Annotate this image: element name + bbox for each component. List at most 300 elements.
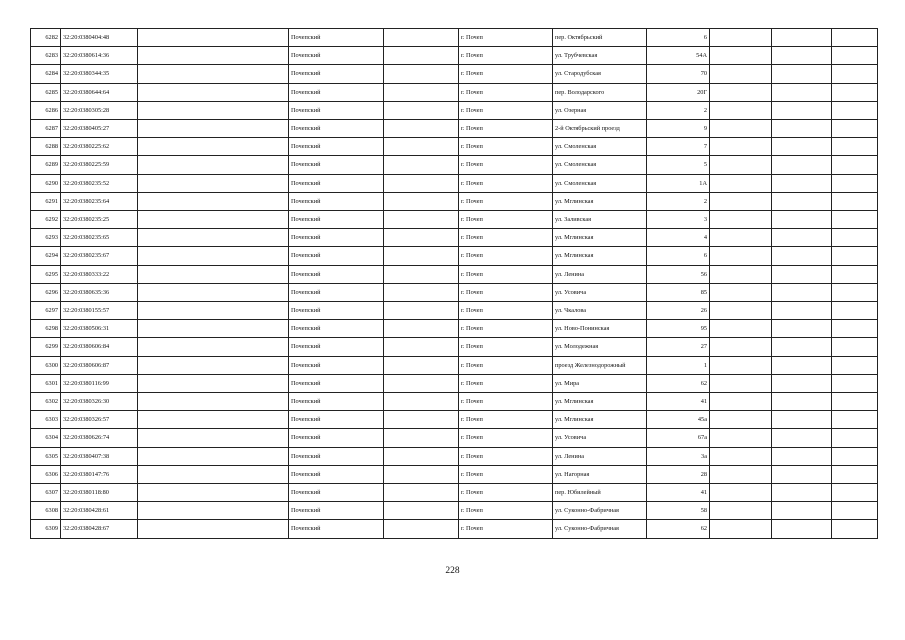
- city-cell: г. Почеп: [459, 429, 553, 447]
- empty-cell: [832, 411, 878, 429]
- table-row: [31, 338, 878, 356]
- row-number-cell: 6307: [31, 484, 61, 502]
- table-row: [31, 320, 878, 338]
- empty-cell: [832, 465, 878, 483]
- city-cell: г. Почеп: [459, 320, 553, 338]
- empty-cell: [832, 302, 878, 320]
- row-number-cell: 6285: [31, 83, 61, 101]
- cadastral-number-cell: 32:20:0380405:27: [61, 120, 138, 138]
- table-row: [31, 47, 878, 65]
- empty-cell: [384, 47, 459, 65]
- cadastral-number-cell: 32:20:0380326:30: [61, 393, 138, 411]
- empty-cell: [710, 447, 772, 465]
- empty-cell: [710, 101, 772, 119]
- empty-cell: [772, 211, 832, 229]
- house-number-cell: 28: [647, 465, 710, 483]
- empty-cell: [138, 47, 289, 65]
- street-cell: ул. Усовича: [553, 429, 647, 447]
- empty-cell: [138, 520, 289, 538]
- cadastral-number-cell: 32:20:0380344:35: [61, 65, 138, 83]
- city-cell: г. Почеп: [459, 302, 553, 320]
- table-row: [31, 29, 878, 47]
- table-row: [31, 229, 878, 247]
- house-number-cell: 20Г: [647, 83, 710, 101]
- cadastral-number-cell: 32:20:0380644:64: [61, 83, 138, 101]
- row-number-cell: 6292: [31, 211, 61, 229]
- empty-cell: [710, 374, 772, 392]
- row-number-cell: 6304: [31, 429, 61, 447]
- street-cell: ул. Трубчевская: [553, 47, 647, 65]
- city-cell: г. Почеп: [459, 356, 553, 374]
- city-cell: г. Почеп: [459, 138, 553, 156]
- empty-cell: [384, 156, 459, 174]
- house-number-cell: 9: [647, 120, 710, 138]
- street-cell: ул. Заливская: [553, 211, 647, 229]
- empty-cell: [772, 429, 832, 447]
- empty-cell: [138, 29, 289, 47]
- empty-cell: [384, 192, 459, 210]
- empty-cell: [384, 265, 459, 283]
- district-cell: Почепский: [289, 211, 384, 229]
- street-cell: ул. Нагорная: [553, 465, 647, 483]
- table-row: [31, 120, 878, 138]
- street-cell: ул. Озерная: [553, 101, 647, 119]
- empty-cell: [832, 65, 878, 83]
- empty-cell: [772, 283, 832, 301]
- empty-cell: [384, 29, 459, 47]
- empty-cell: [832, 447, 878, 465]
- empty-cell: [710, 320, 772, 338]
- empty-cell: [772, 502, 832, 520]
- house-number-cell: 54А: [647, 47, 710, 65]
- empty-cell: [710, 502, 772, 520]
- empty-cell: [138, 320, 289, 338]
- row-number-cell: 6305: [31, 447, 61, 465]
- row-number-cell: 6301: [31, 374, 61, 392]
- row-number-cell: 6309: [31, 520, 61, 538]
- empty-cell: [710, 29, 772, 47]
- house-number-cell: 45а: [647, 411, 710, 429]
- empty-cell: [772, 101, 832, 119]
- empty-cell: [772, 29, 832, 47]
- empty-cell: [138, 447, 289, 465]
- house-number-cell: 95: [647, 320, 710, 338]
- row-number-cell: 6289: [31, 156, 61, 174]
- row-number-cell: 6291: [31, 192, 61, 210]
- city-cell: г. Почеп: [459, 83, 553, 101]
- house-number-cell: 67а: [647, 429, 710, 447]
- street-cell: 2-й Октябрьский проезд: [553, 120, 647, 138]
- empty-cell: [138, 174, 289, 192]
- empty-cell: [384, 447, 459, 465]
- house-number-cell: 2: [647, 192, 710, 210]
- empty-cell: [384, 120, 459, 138]
- empty-cell: [832, 502, 878, 520]
- cadastral-number-cell: 32:20:0380235:64: [61, 192, 138, 210]
- table-row: [31, 356, 878, 374]
- district-cell: Почепский: [289, 192, 384, 210]
- district-cell: Почепский: [289, 429, 384, 447]
- empty-cell: [710, 429, 772, 447]
- cadastral-number-cell: 32:20:0380305:28: [61, 101, 138, 119]
- row-number-cell: 6295: [31, 265, 61, 283]
- cadastral-number-cell: 32:20:0380116:99: [61, 374, 138, 392]
- empty-cell: [832, 29, 878, 47]
- district-cell: Почепский: [289, 229, 384, 247]
- city-cell: г. Почеп: [459, 520, 553, 538]
- empty-cell: [384, 520, 459, 538]
- cadastral-number-cell: 32:20:0380506:31: [61, 320, 138, 338]
- row-number-cell: 6284: [31, 65, 61, 83]
- empty-cell: [772, 411, 832, 429]
- empty-cell: [772, 138, 832, 156]
- house-number-cell: 56: [647, 265, 710, 283]
- city-cell: г. Почеп: [459, 502, 553, 520]
- street-cell: пер. Октябрьский: [553, 29, 647, 47]
- empty-cell: [138, 192, 289, 210]
- street-cell: ул. Стародубская: [553, 65, 647, 83]
- empty-cell: [138, 502, 289, 520]
- district-cell: Почепский: [289, 265, 384, 283]
- empty-cell: [832, 429, 878, 447]
- empty-cell: [832, 374, 878, 392]
- empty-cell: [384, 484, 459, 502]
- street-cell: ул. Смоленская: [553, 138, 647, 156]
- city-cell: г. Почеп: [459, 411, 553, 429]
- cadastral-number-cell: 32:20:0380235:65: [61, 229, 138, 247]
- cadastral-number-cell: 32:20:0380635:36: [61, 283, 138, 301]
- empty-cell: [832, 156, 878, 174]
- empty-cell: [710, 83, 772, 101]
- house-number-cell: 6: [647, 29, 710, 47]
- table-row: [31, 302, 878, 320]
- empty-cell: [138, 283, 289, 301]
- district-cell: Почепский: [289, 65, 384, 83]
- empty-cell: [832, 174, 878, 192]
- street-cell: ул. Мира: [553, 374, 647, 392]
- cadastral-number-cell: 32:20:0380225:59: [61, 156, 138, 174]
- empty-cell: [772, 374, 832, 392]
- empty-cell: [138, 83, 289, 101]
- empty-cell: [710, 520, 772, 538]
- table-row: [31, 265, 878, 283]
- empty-cell: [832, 192, 878, 210]
- cadastral-number-cell: 32:20:0380235:67: [61, 247, 138, 265]
- district-cell: Почепский: [289, 120, 384, 138]
- cadastral-number-cell: 32:20:0380147:76: [61, 465, 138, 483]
- house-number-cell: 85: [647, 283, 710, 301]
- empty-cell: [710, 65, 772, 83]
- city-cell: г. Почеп: [459, 174, 553, 192]
- empty-cell: [384, 211, 459, 229]
- table-row: [31, 447, 878, 465]
- street-cell: ул. Ленина: [553, 265, 647, 283]
- empty-cell: [832, 484, 878, 502]
- house-number-cell: 27: [647, 338, 710, 356]
- row-number-cell: 6298: [31, 320, 61, 338]
- cadastral-number-cell: 32:20:0380407:38: [61, 447, 138, 465]
- empty-cell: [710, 192, 772, 210]
- empty-cell: [138, 229, 289, 247]
- empty-cell: [138, 265, 289, 283]
- empty-cell: [772, 65, 832, 83]
- house-number-cell: 5: [647, 156, 710, 174]
- table-row: [31, 283, 878, 301]
- empty-cell: [772, 156, 832, 174]
- table-row: [31, 393, 878, 411]
- page-number: 228: [445, 566, 460, 576]
- empty-cell: [832, 356, 878, 374]
- empty-cell: [772, 465, 832, 483]
- district-cell: Почепский: [289, 101, 384, 119]
- empty-cell: [832, 393, 878, 411]
- city-cell: г. Почеп: [459, 211, 553, 229]
- house-number-cell: 1А: [647, 174, 710, 192]
- empty-cell: [710, 120, 772, 138]
- empty-cell: [772, 192, 832, 210]
- row-number-cell: 6283: [31, 47, 61, 65]
- empty-cell: [772, 247, 832, 265]
- table-row: [31, 465, 878, 483]
- district-cell: Почепский: [289, 447, 384, 465]
- row-number-cell: 6300: [31, 356, 61, 374]
- house-number-cell: 26: [647, 302, 710, 320]
- empty-cell: [384, 283, 459, 301]
- empty-cell: [832, 229, 878, 247]
- house-number-cell: 62: [647, 520, 710, 538]
- cadastral-number-cell: 32:20:0380606:87: [61, 356, 138, 374]
- street-cell: ул. Суконно-Фабричная: [553, 502, 647, 520]
- district-cell: Почепский: [289, 320, 384, 338]
- district-cell: Почепский: [289, 247, 384, 265]
- empty-cell: [138, 120, 289, 138]
- cadastral-number-cell: 32:20:0380326:57: [61, 411, 138, 429]
- district-cell: Почепский: [289, 302, 384, 320]
- table-row: [31, 247, 878, 265]
- cadastral-number-cell: 32:20:0380606:84: [61, 338, 138, 356]
- empty-cell: [384, 320, 459, 338]
- empty-cell: [138, 65, 289, 83]
- register-rows: [31, 29, 878, 539]
- table-row: [31, 174, 878, 192]
- empty-cell: [832, 101, 878, 119]
- table-row: [31, 138, 878, 156]
- district-cell: Почепский: [289, 393, 384, 411]
- empty-cell: [710, 302, 772, 320]
- empty-cell: [832, 47, 878, 65]
- empty-cell: [138, 374, 289, 392]
- cadastral-number-cell: 32:20:0380404:48: [61, 29, 138, 47]
- empty-cell: [832, 320, 878, 338]
- house-number-cell: 3а: [647, 447, 710, 465]
- empty-cell: [384, 101, 459, 119]
- empty-cell: [138, 484, 289, 502]
- empty-cell: [772, 393, 832, 411]
- district-cell: Почепский: [289, 283, 384, 301]
- row-number-cell: 6282: [31, 29, 61, 47]
- table-row: [31, 502, 878, 520]
- house-number-cell: 2: [647, 101, 710, 119]
- row-number-cell: 6308: [31, 502, 61, 520]
- row-number-cell: 6296: [31, 283, 61, 301]
- district-cell: Почепский: [289, 83, 384, 101]
- empty-cell: [772, 338, 832, 356]
- row-number-cell: 6286: [31, 101, 61, 119]
- city-cell: г. Почеп: [459, 29, 553, 47]
- cadastral-number-cell: 32:20:0380225:62: [61, 138, 138, 156]
- district-cell: Почепский: [289, 465, 384, 483]
- empty-cell: [384, 65, 459, 83]
- empty-cell: [138, 211, 289, 229]
- cadastral-number-cell: 32:20:0380333:22: [61, 265, 138, 283]
- city-cell: г. Почеп: [459, 229, 553, 247]
- cadastral-number-cell: 32:20:0380235:25: [61, 211, 138, 229]
- empty-cell: [710, 247, 772, 265]
- district-cell: Почепский: [289, 156, 384, 174]
- empty-cell: [832, 83, 878, 101]
- house-number-cell: 41: [647, 393, 710, 411]
- street-cell: ул. Ново-Понинская: [553, 320, 647, 338]
- empty-cell: [710, 211, 772, 229]
- empty-cell: [772, 320, 832, 338]
- empty-cell: [384, 429, 459, 447]
- empty-cell: [832, 338, 878, 356]
- empty-cell: [138, 338, 289, 356]
- city-cell: г. Почеп: [459, 192, 553, 210]
- empty-cell: [384, 502, 459, 520]
- row-number-cell: 6287: [31, 120, 61, 138]
- city-cell: г. Почеп: [459, 265, 553, 283]
- empty-cell: [832, 138, 878, 156]
- empty-cell: [772, 302, 832, 320]
- city-cell: г. Почеп: [459, 465, 553, 483]
- street-cell: пер. Юбилейный: [553, 484, 647, 502]
- house-number-cell: 4: [647, 229, 710, 247]
- cadastral-number-cell: 32:20:0380428:61: [61, 502, 138, 520]
- empty-cell: [138, 156, 289, 174]
- district-cell: Почепский: [289, 138, 384, 156]
- empty-cell: [772, 229, 832, 247]
- row-number-cell: 6290: [31, 174, 61, 192]
- city-cell: г. Почеп: [459, 338, 553, 356]
- empty-cell: [832, 520, 878, 538]
- city-cell: г. Почеп: [459, 156, 553, 174]
- empty-cell: [384, 411, 459, 429]
- empty-cell: [832, 211, 878, 229]
- row-number-cell: 6297: [31, 302, 61, 320]
- district-cell: Почепский: [289, 520, 384, 538]
- empty-cell: [772, 484, 832, 502]
- cadastral-number-cell: 32:20:0380155:57: [61, 302, 138, 320]
- table-row: [31, 520, 878, 538]
- empty-cell: [710, 47, 772, 65]
- district-cell: Почепский: [289, 374, 384, 392]
- cadastral-number-cell: 32:20:0380428:67: [61, 520, 138, 538]
- empty-cell: [710, 229, 772, 247]
- empty-cell: [384, 356, 459, 374]
- table-row: [31, 484, 878, 502]
- district-cell: Почепский: [289, 356, 384, 374]
- city-cell: г. Почеп: [459, 65, 553, 83]
- empty-cell: [384, 302, 459, 320]
- empty-cell: [772, 120, 832, 138]
- house-number-cell: 7: [647, 138, 710, 156]
- street-cell: ул. Мглинская: [553, 229, 647, 247]
- row-number-cell: 6293: [31, 229, 61, 247]
- row-number-cell: 6299: [31, 338, 61, 356]
- empty-cell: [710, 138, 772, 156]
- empty-cell: [772, 265, 832, 283]
- row-number-cell: 6303: [31, 411, 61, 429]
- empty-cell: [710, 338, 772, 356]
- row-number-cell: 6288: [31, 138, 61, 156]
- empty-cell: [772, 520, 832, 538]
- table-row: [31, 211, 878, 229]
- empty-cell: [710, 156, 772, 174]
- street-cell: ул. Молодежная: [553, 338, 647, 356]
- empty-cell: [384, 174, 459, 192]
- district-cell: Почепский: [289, 47, 384, 65]
- street-cell: ул. Мглинская: [553, 411, 647, 429]
- street-cell: ул. Мглинская: [553, 393, 647, 411]
- table-row: [31, 374, 878, 392]
- empty-cell: [832, 247, 878, 265]
- empty-cell: [384, 393, 459, 411]
- city-cell: г. Почеп: [459, 484, 553, 502]
- street-cell: ул. Суконно-Фабричная: [553, 520, 647, 538]
- empty-cell: [772, 47, 832, 65]
- table-row: [31, 101, 878, 119]
- empty-cell: [772, 356, 832, 374]
- street-cell: ул. Ленина: [553, 447, 647, 465]
- district-cell: Почепский: [289, 174, 384, 192]
- empty-cell: [138, 138, 289, 156]
- house-number-cell: 1: [647, 356, 710, 374]
- cadastral-number-cell: 32:20:0380614:36: [61, 47, 138, 65]
- table-row: [31, 429, 878, 447]
- empty-cell: [832, 283, 878, 301]
- empty-cell: [710, 484, 772, 502]
- table-row: [31, 192, 878, 210]
- house-number-cell: 62: [647, 374, 710, 392]
- empty-cell: [710, 411, 772, 429]
- empty-cell: [832, 120, 878, 138]
- row-number-cell: 6302: [31, 393, 61, 411]
- empty-cell: [710, 465, 772, 483]
- empty-cell: [138, 247, 289, 265]
- table-row: [31, 65, 878, 83]
- city-cell: г. Почеп: [459, 120, 553, 138]
- row-number-cell: 6294: [31, 247, 61, 265]
- register-table: [30, 28, 878, 539]
- district-cell: Почепский: [289, 484, 384, 502]
- empty-cell: [710, 356, 772, 374]
- empty-cell: [138, 465, 289, 483]
- empty-cell: [138, 302, 289, 320]
- empty-cell: [384, 229, 459, 247]
- city-cell: г. Почеп: [459, 283, 553, 301]
- street-cell: ул. Смоленская: [553, 156, 647, 174]
- district-cell: Почепский: [289, 411, 384, 429]
- empty-cell: [710, 393, 772, 411]
- empty-cell: [710, 174, 772, 192]
- empty-cell: [772, 447, 832, 465]
- row-number-cell: 6306: [31, 465, 61, 483]
- street-cell: ул. Чкалова: [553, 302, 647, 320]
- table-row: [31, 156, 878, 174]
- street-cell: ул. Мглинская: [553, 192, 647, 210]
- empty-cell: [772, 83, 832, 101]
